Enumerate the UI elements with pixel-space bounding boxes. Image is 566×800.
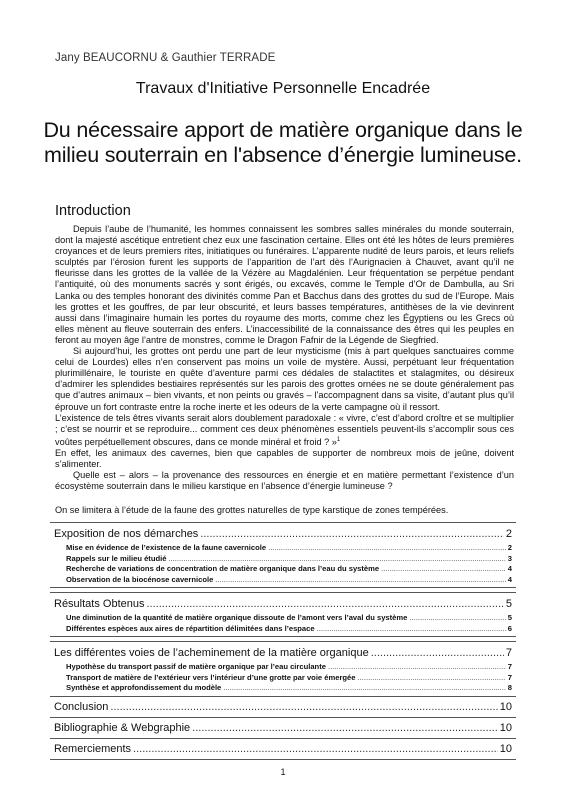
toc-subentry-title: Recherche de variations de concentration de matière organique dans l’eau du système — [66, 564, 380, 573]
toc-leader — [317, 624, 506, 635]
intro-paragraph-5: Quelle est – alors – la provenance des ressources en énergie et en matière permettant l’existence d’un écosystème souterrain dans le milieu karstique en l’absence d’énergie lumineuse ? — [55, 470, 514, 492]
toc-subentry-page: 3 — [507, 553, 512, 563]
toc-subentry-page: 5 — [507, 613, 512, 622]
toc-subentry-title: Une diminution de la quantité de matière organique dissoute de l’amont vers l’aval du système — [66, 613, 408, 622]
toc-entry-title: Remerciements — [54, 742, 132, 755]
toc-entry-title: Résultats Obtenus — [54, 598, 145, 610]
toc-subentry-page: 4 — [507, 574, 512, 584]
toc-subentry[interactable] — [54, 624, 512, 635]
toc-subentry-title: Observation de la biocénose cavernicole — [66, 574, 214, 584]
toc-leader — [371, 647, 504, 659]
toc-leader — [381, 564, 506, 575]
toc-leader — [358, 673, 506, 684]
toc-subentry-page: 7 — [507, 662, 512, 671]
toc-subentry-title: Hypothèse du transport passif de matière organique par l’eau circulante — [66, 662, 326, 671]
toc-subentry-page: 8 — [507, 683, 512, 692]
toc-subentry[interactable] — [54, 564, 512, 575]
footnote-mark: 1 — [336, 436, 341, 443]
toc-subentry[interactable] — [54, 673, 512, 684]
toc-subentry-title: Différentes espèces aux aires de répartition délimitées dans l’espace — [66, 623, 315, 633]
toc-entry-title: Les différentes voies de l’acheminement de la matière organique — [54, 647, 369, 659]
intro-paragraph-4: En effet, les animaux des cavernes, bien que capables de supporter de nombreux mois de jeûne, doivent s’alimenter. — [55, 447, 514, 470]
toc-entry-page: 2 — [505, 528, 512, 540]
toc-subentry[interactable] — [54, 575, 512, 586]
toc-entry-conclusion[interactable] — [50, 697, 516, 718]
toc-entry-title: Conclusion — [54, 700, 109, 713]
toc-leader — [328, 662, 506, 673]
document-title: Du nécessaire apport de matière organique dans le milieu souterrain en l'absence d’énergie lumineuse. — [43, 118, 523, 167]
toc-subentry-title: Mise en évidence de l’existence de la faune cavernicole — [66, 543, 267, 552]
toc-entry-acknowledgements[interactable] — [50, 739, 516, 760]
toc-leader — [110, 701, 497, 713]
toc-subentry[interactable] — [54, 554, 512, 565]
toc-leader — [409, 613, 505, 624]
intro-paragraph-3 — [55, 413, 514, 448]
toc-subentry-title: Transport de matière de l’extérieur vers l’intérieur d’une grotte par voie émergée — [66, 672, 356, 682]
toc-leader — [168, 554, 505, 565]
toc-subentry-page: 7 — [507, 672, 512, 682]
toc-leader — [192, 722, 498, 734]
toc-section — [50, 522, 516, 588]
intro-paragraph-1: Depuis l’aube de l’humanité, les hommes connaissent les sombres salles minérales du monde souterrain, dont la majesté ascétique entretient chez eux une fascination certaine. Elles ont été les hôtes de leurs premières croyances et de leurs premiers rites, initiatiques ou funéraires. L’apparente nudité de leurs parois, et leurs reliefs sculptés par l’érosion furent les supports de l’apparition de l’art dès l’Aurignacien à Chauvet, avant qu’il ne fleurisse dans les grottes de la vallée de la Vézère au Magdalénien. Leur fréquentation se perpétue pendant l’antiquité, où des monuments sacrés y sont érigés, ou excavés, comme le Temple d’Or de Dambulla, au Sri Lanka ou des temples honorant des divinités comme Pan et Bacchus dans des grottes du sud de l’Europe. Mais les grottes et les gouffres, de par leur obscurité, et leurs basses températures, antithèses de la vie devinrent aussi dans l’imaginaire humain les portes du royaume des morts, comme chez les Égyptiens ou les Grecs où elles mènent au fleuve souterrain des enfers. L’inaccessibilité de la connaissance des êtres qui les peuples en feront au moyen âge l’antre de monstres, comme le Dragon Fafnir de la Légende de Siegfried. — [55, 224, 514, 345]
toc-subentry-page: 4 — [507, 564, 512, 573]
toc-entry-title: Exposition de nos démarches — [54, 528, 199, 540]
toc-leader — [215, 575, 505, 586]
toc-entry-page: 7 — [505, 647, 512, 659]
toc-section — [50, 592, 516, 637]
toc-leader — [133, 743, 498, 755]
toc-entry-title: Bibliographie & Webgraphie — [54, 721, 191, 734]
toc-entry[interactable] — [54, 595, 512, 613]
introduction-body — [55, 224, 514, 492]
toc-leader — [200, 528, 504, 540]
intro-paragraph-2: Si aujourd’hui, les grottes ont perdu une part de leur mysticisme (mis à part quelques sanctuaires comme celui de Lourdes) elles n’en conservent pas moins un voile de mystère. Aussi, perpétuant leur fréquentation plurimillénaire, le touriste en quête d’aventure parmi ces dédales de stalactites et stalagmites, ou désireux d’admirer les splendides bestiaires représentés sur les parois des grottes ornées ne se doute généralement pas que d’autres animaux – bien vivants, et non peints ou gravés – l’accompagnent dans sa visite, d’autant plus qu’il éprouve un fort contraste entre la roche inerte et les odeurs de la verte campagne où il ressort. — [55, 346, 514, 412]
toc-entry-page: 10 — [499, 721, 512, 734]
toc-leader — [268, 543, 506, 554]
toc-subentry[interactable] — [54, 543, 512, 554]
toc-entry-page: 5 — [505, 598, 512, 610]
toc-entry-page: 10 — [499, 742, 512, 755]
toc-entry-bibliography[interactable] — [50, 718, 516, 739]
toc-subentry[interactable] — [54, 683, 512, 694]
toc-subentry[interactable] — [54, 613, 512, 624]
toc-subentry-title: Synthèse et approfondissement du modèle — [66, 683, 222, 692]
toc-subentry-title: Rappels sur le milieu étudié — [66, 553, 167, 563]
scope-statement: On se limitera à l’étude de la faune des grottes naturelles de type karstique de zones tempérées. — [55, 505, 449, 515]
table-of-contents — [50, 518, 516, 760]
intro-paragraph-3-text: L’existence de tels êtres vivants serait alors doublement paradoxale : « vivre, c’est d’abord croître et se multiplier ; c’est se nourrir et se reproduire... comment ces deux phénomènes essentiels peuvent-ils s’accomplir sous ces voûtes perpétuellement obscures, dans ce monde minéral et froid ? » — [55, 412, 514, 447]
toc-leader — [223, 683, 505, 694]
introduction-heading: Introduction — [55, 203, 131, 219]
toc-section — [50, 641, 516, 697]
toc-subentry-page: 6 — [507, 623, 512, 633]
toc-subentry-page: 2 — [507, 543, 512, 552]
toc-leader — [147, 598, 504, 610]
authors: Jany BEAUCORNU & Gauthier TERRADE — [55, 52, 276, 64]
page-number: 1 — [280, 767, 286, 777]
toc-entry[interactable] — [54, 525, 512, 543]
toc-subentry[interactable] — [54, 662, 512, 673]
toc-entry-page: 10 — [499, 700, 512, 713]
document-subtitle: Travaux d'Initiative Personnelle Encadrée — [135, 80, 431, 97]
toc-entry[interactable] — [54, 644, 512, 662]
